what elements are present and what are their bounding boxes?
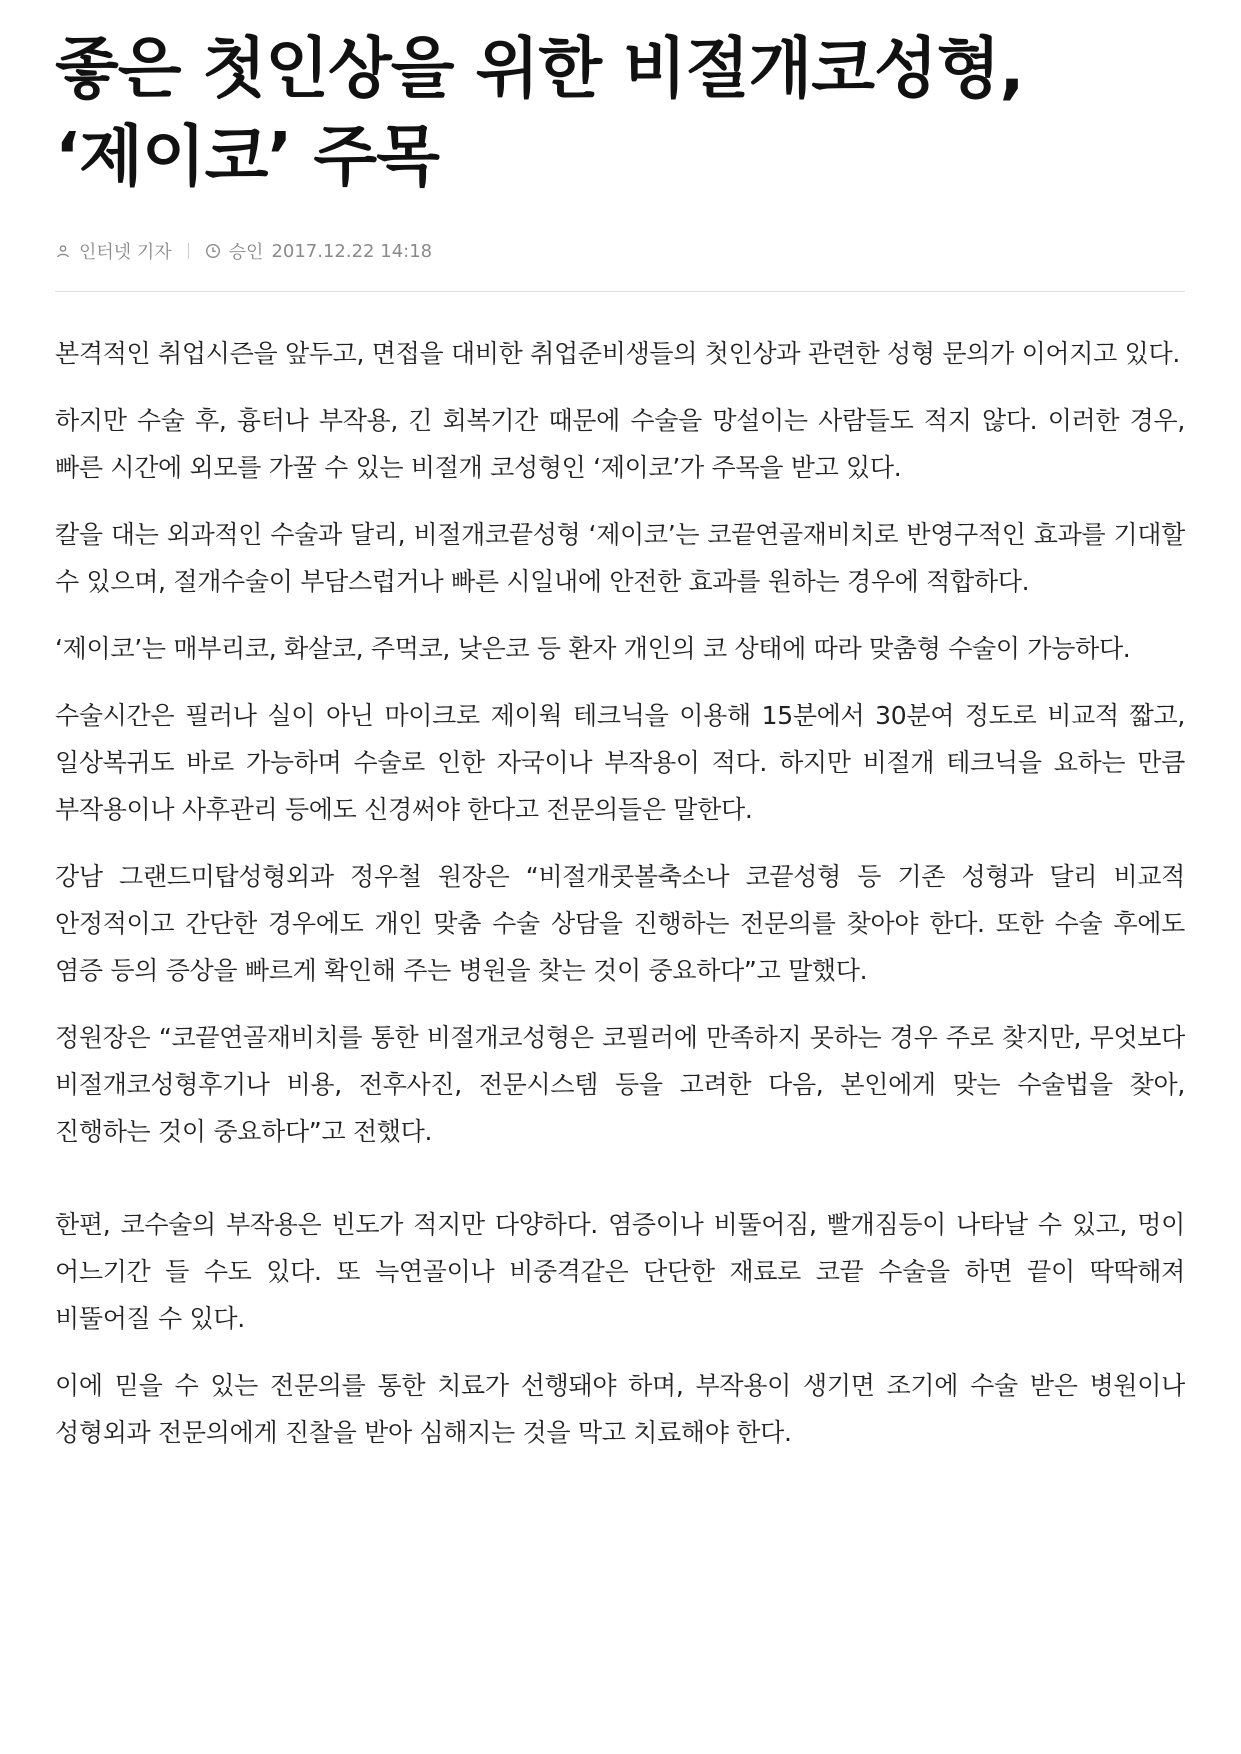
clock-icon [205, 243, 221, 259]
article [55, 25, 1185, 1476]
paragraph: 본격적인 취업시즌을 앞두고, 면접을 대비한 취업준비생들의 첫인상과 관련한 성형 문의가 이어지고 있다. [55, 339, 1180, 368]
paragraph: 한편, 코수술의 부작용은 빈도가 적지만 다양하다. 염증이나 비뚤어짐, 빨개짐등이 나타날 수 있고, 멍이 어느기간 들 수도 있다. 또 늑연골이나 비중격같은 단단한 재료로 코끝 수술을 하면 끝이 딱딱해져 비뚤어질 수 있다. [55, 1210, 1185, 1333]
paragraph: ‘제이코’는 매부리코, 화살코, 주먹코, 낮은코 등 환자 개인의 코 상태에 따라 맞춤형 수술이 가능하다. [55, 634, 1131, 663]
paragraph: 이에 믿을 수 있는 전문의를 통한 치료가 선행돼야 하며, 부작용이 생기면 조기에 수술 받은 병원이나 성형외과 전문의에게 진찰을 받아 심해지는 것을 막고 치료해야 한다. [55, 1371, 1185, 1447]
approved-datetime: 2017.12.22 14:18 [271, 240, 433, 262]
author-name[interactable]: 인터넷 기자 [79, 242, 172, 263]
person-icon [55, 243, 71, 259]
paragraph: 칼을 대는 외과적인 수술과 달리, 비절개코끝성형 ‘제이코’는 코끝연골재비치로 반영구적인 효과를 기대할 수 있으며, 절개수술이 부담스럽거나 빠른 시일내에 안전한 효과를 원하는 경우에 적합하다. [55, 520, 1185, 596]
meta-divider [188, 243, 189, 259]
article-body [55, 330, 1185, 1456]
header-divider [55, 291, 1185, 292]
paragraph: 하지만 수술 후, 흉터나 부작용, 긴 회복기간 때문에 수술을 망설이는 사람들도 적지 않다. 이러한 경우, 빠른 시간에 외모를 가꿀 수 있는 비절개 코성형인 ‘제이코’가 주목을 받고 있다. [55, 406, 1185, 482]
paragraph: 강남 그랜드미탑성형외과 정우철 원장은 “비절개콧볼축소나 코끝성형 등 기존 성형과 달리 비교적 안정적이고 간단한 경우에도 개인 맞춤 수술 상담을 진행하는 전문의를 찾아야 한다. 또한 수술 후에도 염증 등의 증상을 빠르게 확인해 주는 병원을 찾는 것이 중요하다”고 말했다. [55, 862, 1185, 985]
paragraph: 정원장은 “코끝연골재비치를 통한 비절개코성형은 코필러에 만족하지 못하는 경우 주로 찾지만, 무엇보다 비절개코성형후기나 비용, 전후사진, 전문시스템 등을 고려한 다음, 본인에게 맞는 수술법을 찾아, 진행하는 것이 중요하다”고 전했다. [55, 1023, 1185, 1146]
approved-label: 승인 [228, 242, 264, 263]
paragraph: 수술시간은 필러나 실이 아닌 마이크로 제이웍 테크닉을 이용해 15분에서 30분여 정도로 비교적 짧고, 일상복귀도 바로 가능하며 수술로 인한 자국이나 부작용이 적다. 하지만 비절개 테크닉을 요하는 만큼 부작용이나 사후관리 등에도 신경써야 한다고 전문의들은 말한다. [55, 701, 1185, 824]
article-meta [55, 239, 1185, 263]
headline: 좋은 첫인상을 위한 비절개코성형, ‘제이코’ 주목 [55, 30, 1024, 195]
